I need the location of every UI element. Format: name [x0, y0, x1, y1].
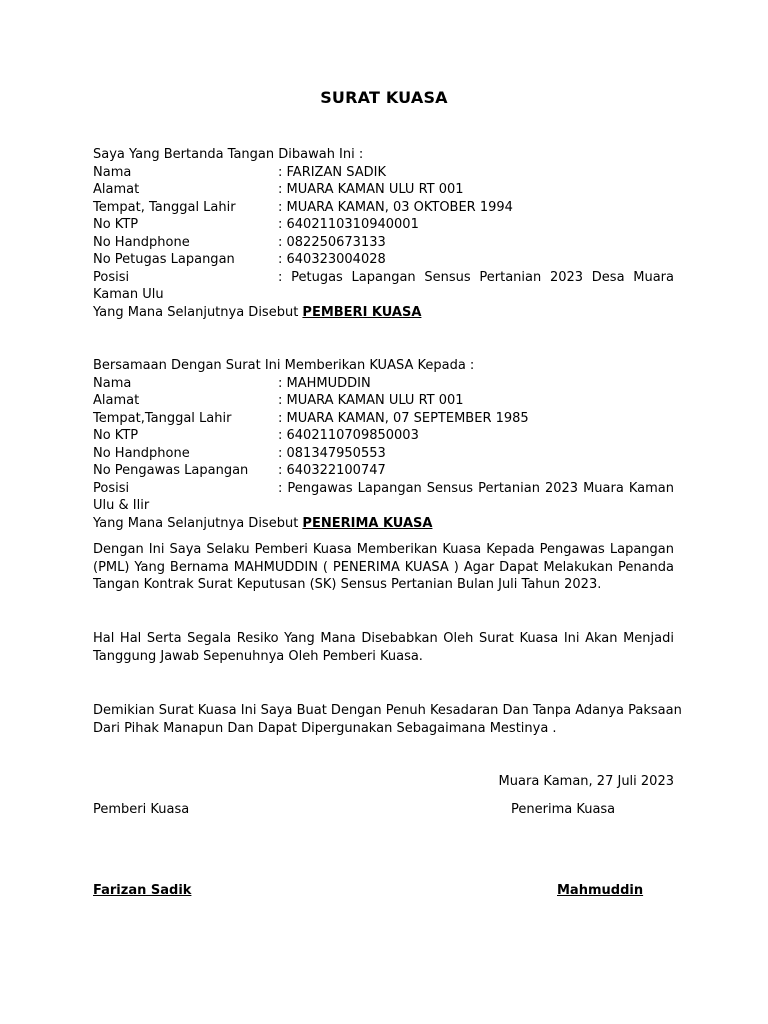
grantee-field-row	[93, 445, 674, 463]
grantor-field-row	[93, 164, 674, 182]
field-label: Nama	[93, 164, 132, 180]
grantor-field-row	[93, 216, 674, 234]
grantee-signature-name: Mahmuddin	[557, 883, 644, 898]
responsibility-paragraph	[93, 630, 674, 665]
field-value: : 081347950553	[278, 445, 386, 461]
field-value: : 6402110709850003	[278, 428, 419, 443]
grantor-position-row	[93, 269, 674, 287]
paragraph-line: Dengan Ini Saya Selaku Pemberi Kuasa Memberikan Kuasa Kepada Pengawas Lapangan	[93, 542, 674, 557]
grantee-field-row	[93, 392, 674, 410]
field-value: : 082250673133	[278, 234, 386, 250]
field-value: : 640323004028	[278, 252, 386, 267]
grantee-field-row	[93, 427, 674, 445]
grantor-intro: Saya Yang Bertanda Tangan Dibawah Ini :	[93, 147, 364, 162]
grantor-signature-label: Pemberi Kuasa	[93, 802, 190, 817]
field-label: Alamat	[93, 182, 140, 197]
document-title: SURAT KUASA	[320, 88, 448, 107]
field-label: No Handphone	[93, 445, 190, 461]
paragraph-line: Tanggung Jawab Sepenuhnya Oleh Pemberi Kuasa.	[93, 648, 423, 664]
field-label: No Handphone	[93, 234, 190, 250]
field-value: : 640322100747	[278, 463, 386, 478]
paragraph-line: Hal Hal Serta Segala Resiko Yang Mana Disebabkan Oleh Surat Kuasa Ini Akan Menjadi	[93, 631, 674, 646]
field-label: No KTP	[93, 428, 139, 443]
field-label: No KTP	[93, 217, 139, 232]
grantor-term: PEMBERI KUASA	[302, 304, 422, 320]
field-label: Posisi	[93, 269, 130, 285]
field-label: No Petugas Lapangan	[93, 252, 235, 267]
called-prefix: Yang Mana Selanjutnya Disebut	[93, 515, 303, 531]
field-label: No Pengawas Lapangan	[93, 463, 249, 478]
authorization-paragraph	[93, 541, 674, 594]
paragraph-line: Dari Pihak Manapun Dan Dapat Dipergunakan Sebagaimana Mestinya .	[93, 720, 557, 736]
grantor-signature-name: Farizan Sadik	[93, 883, 192, 898]
field-value: : Petugas Lapangan Sensus Pertanian 2023 Desa Muara	[278, 269, 674, 285]
grantor-field-row	[93, 251, 674, 269]
paragraph-line: Tangan Kontrak Surat Keputusan (SK) Sensus Pertanian Bulan Juli Tahun 2023.	[93, 577, 602, 592]
grantor-field-row	[93, 234, 674, 252]
grantee-field-row	[93, 375, 674, 393]
grantor-section	[93, 146, 674, 321]
closing-paragraph	[93, 702, 682, 737]
field-value: : FARIZAN SADIK	[278, 164, 386, 180]
field-label: Tempat, Tanggal Lahir	[93, 199, 236, 215]
field-label: Nama	[93, 375, 132, 391]
grantor-field-row	[93, 181, 674, 199]
grantor-field-row	[93, 199, 674, 217]
field-label: Alamat	[93, 393, 140, 408]
grantor-position-continuation: Kaman Ulu	[93, 287, 164, 302]
called-prefix: Yang Mana Selanjutnya Disebut	[93, 304, 303, 320]
field-value: : MUARA KAMAN, 03 OKTOBER 1994	[278, 199, 513, 215]
grantee-section	[93, 357, 674, 532]
field-value: : 6402110310940001	[278, 217, 419, 232]
grantee-position-row	[93, 480, 674, 498]
place-date: Muara Kaman, 27 Juli 2023	[498, 774, 674, 789]
field-value: : MUARA KAMAN, 07 SEPTEMBER 1985	[278, 410, 529, 426]
grantee-position-continuation: Ulu & Ilir	[93, 498, 150, 513]
grantor-called-line	[93, 304, 674, 322]
grantee-field-row	[93, 410, 674, 428]
paragraph-line: Demikian Surat Kuasa Ini Saya Buat Dengan Penuh Kesadaran Dan Tanpa Adanya Paksaan	[93, 703, 682, 718]
grantee-called-line	[93, 515, 674, 533]
grantee-intro: Bersamaan Dengan Surat Ini Memberikan KUASA Kepada :	[93, 358, 475, 373]
field-label: Posisi	[93, 480, 130, 496]
paragraph-line: (PML) Yang Bernama MAHMUDDIN ( PENERIMA KUASA ) Agar Dapat Melakukan Penanda	[93, 559, 674, 575]
field-value: : Pengawas Lapangan Sensus Pertanian 2023 Muara Kaman	[278, 480, 674, 496]
grantee-signature-label: Penerima Kuasa	[511, 802, 616, 817]
field-value: : MAHMUDDIN	[278, 375, 371, 391]
field-value: : MUARA KAMAN ULU RT 001	[278, 182, 464, 197]
grantee-field-row	[93, 462, 674, 480]
field-value: : MUARA KAMAN ULU RT 001	[278, 393, 464, 408]
grantee-term: PENERIMA KUASA	[302, 515, 433, 531]
field-label: Tempat,Tanggal Lahir	[93, 410, 232, 426]
